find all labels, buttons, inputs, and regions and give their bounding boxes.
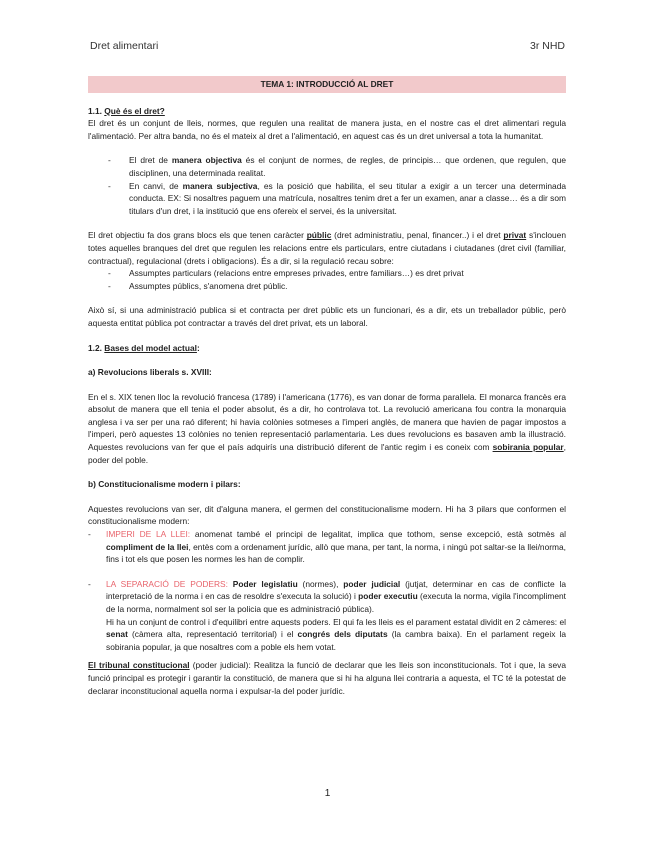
- pillar-separation-of-powers: - LA SEPARACIÓ DE PODERS: Poder legislatiu (normes), poder judicial (jutjat, determinar en cas de conflicte la interpretació de la norma i en cas de resoldre s'executa la solució) i poder executiu (executa la norma, vigila l'incompliment de la norma, normalment sol ser la policia que es administració pública). Hi ha un conjunt de control i d'equilibri entre aquests poders. El qui fa les lleis es el parament estatal dividit en 2 càmeres: el senat (càmera alta, representació territorial) i el congrés dels diputats (la cambra baixa). En el parlament regeix la sobirania popular, ja que nosaltres com a poble els hem votat.: [88, 578, 566, 654]
- constitutionalism-intro: Aquestes revolucions van ser, dit d'alguna manera, el germen del constitucionalisme modern. Hi ha 3 pilars que conformen el constitucionalisme modern:: [88, 503, 566, 527]
- section-title: Bases del model actual: [104, 342, 197, 353]
- header-course: 3r NHD: [529, 40, 565, 52]
- public-private-paragraph: El dret objectiu fa dos grans blocs els que tenen caràcter públic (dret administratiu, penal, financer..) i el dret privat s'inclouen totes aquelles branques del dret que regulen les relacions entre els particulars, entre ciutadans i ciutadanes (dret civil (familiar, contractual), regulacional (drets i obligacions). És a dir, si la regulació recau sobre:: [88, 230, 566, 266]
- document-body: [88, 76, 566, 697]
- revolutions-paragraph: En el s. XIX tenen lloc la revolució francesa (1789) i l'americana (1776), es van donar de forma parallela. El monarca francès era absolut de manera que ell tenia el poder absolut, és a dir, ho controlava tot. La revolució americana fou contra la monarquia anglesa i va ser per una raó diferent; hi havia colònies sotmeses a l'imperi anglès, de manera que havien de pagar impostos a l'imperi, però aquestes 13 colònies no tenien representació parlamentaria. Les dues revolucions es basaven amb la illustració. Aquestes revolucions van fer que el país adquirís una distribució diferent de l'antic regim i es coneix com sobirania popular, poder del poble.: [88, 391, 566, 465]
- list-item: - El dret de manera objectiva és el conjunt de normes, de regles, de principis… que ordenen, que regulen, que disciplinen, una determinada realitat.: [88, 154, 566, 179]
- subsection-b-heading: b) Constitucionalisme modern i pilars:: [88, 479, 241, 490]
- section-1-2-heading: 1.2. Bases del model actual:: [88, 342, 200, 353]
- objective-subjective-list: [88, 154, 566, 217]
- list-item: - Assumptes públics, s'anomena dret públic.: [88, 280, 566, 293]
- topic-banner: TEMA 1: INTRODUCCIÓ AL DRET: [88, 76, 566, 93]
- administration-paragraph: Això sí, si una administració publica si et contracta per dret públic ets un funcionari, és a dir, ets un treballador públic, però aquesta entitat pública pot contractar a través del dret privat, ets un laboral.: [88, 305, 566, 328]
- pillars-list-2: [88, 578, 566, 654]
- law-type-list: [88, 267, 566, 292]
- pillars-list: [88, 528, 566, 566]
- list-item: - En canvi, de manera subjectiva, es la posició que habilita, el seu titular a exigir a un tercer una determinada conducta. EX: Si nosaltres paguem una matrícula, nosaltres tenim dret a fer un examen, anar a classe… és a dir som titulars d'un dret, i la institució que ens ofereix el servei, és la universitat.: [88, 180, 566, 218]
- section-number: 1.1.: [88, 105, 105, 116]
- section-1-1-intro: El dret és un conjunt de lleis, normes, que regulen una realitat de manera justa, en el nostre cas el dret alimentari regula l'alimentació. Per altra banda, no és el mateix al dret a l'alimentació, en aquest cas és un dret universal a tota la humanitat.: [88, 118, 566, 141]
- constitutional-court-paragraph: El tribunal constitucional (poder judicial): Realitza la funció de declarar que les lleis son inconstitucionals. Tot i que, la seva funció principal es protegir i garantir la constitució, de manera que si hi ha alguna llei contraria a aquesta, el TC té la potestat de declarar inconstitucional aquella norma i expulsar-la del poder jurídic.: [88, 660, 566, 696]
- header-doc-title: Dret alimentari: [90, 40, 159, 52]
- pillar-rule-of-law: - IMPERI DE LA LLEI: anomenat també el principi de legalitat, implica que tothom, sense excepció, està sotmès al compliment de la llei, entès com a ordenament jurídic, allò que mana, per tant, la norma, i ningú pot saltar-se la llei/norma, fins i tot els que posen les normes les han de complir.: [88, 528, 566, 566]
- list-item: - Assumptes particulars (relacions entre empreses privades, entre familiars…) es dret privat: [88, 267, 566, 280]
- section-1-1-heading: [88, 105, 566, 118]
- section-title: Què és el dret?: [104, 105, 165, 116]
- page-number: 1: [324, 788, 331, 799]
- subsection-a-heading: a) Revolucions liberals s. XVIII:: [88, 367, 212, 378]
